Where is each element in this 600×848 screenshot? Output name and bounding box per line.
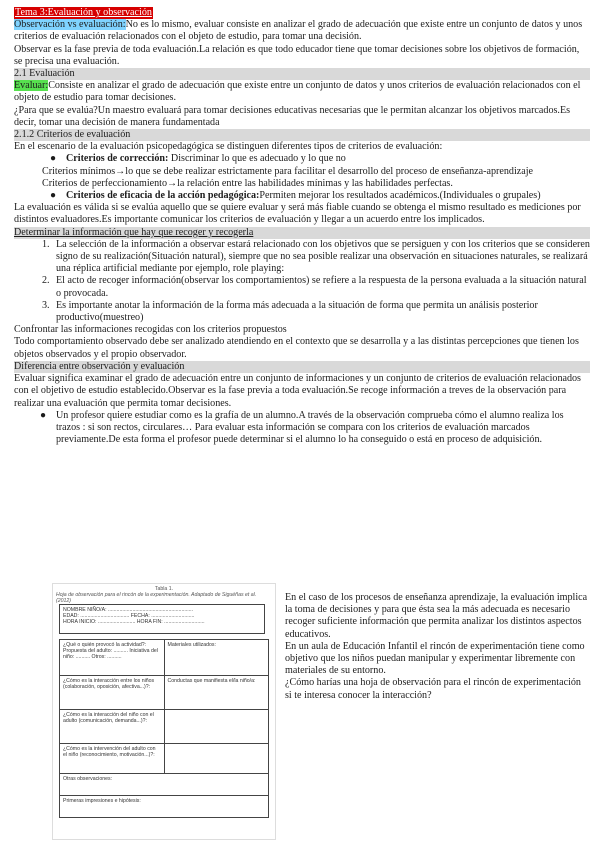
page-title: Tema 3:Evaluación y observación	[15, 7, 152, 18]
figure-table	[59, 639, 269, 818]
right-paragraph: ¿Cómo harías una hoja de observación para el rincón de experimentación si te interesa conocer la interacción?	[285, 677, 581, 701]
table-cell: ¿Cómo es la intervención del adulto con el niño (reconocimiento, motivación...)?:	[60, 744, 165, 774]
list-item	[14, 300, 590, 324]
para-que-paragraph: ¿Para que se evalúa?Un maestro evaluará para tomar decisiones educativas necesarias que le permitan alcanzar los objetivos marcados.Es decir, tomar una decisión de manera fundamentada	[14, 104, 571, 128]
figure-header-line: EDAD: .................................. FECHA: ..............................	[63, 613, 195, 620]
document-body	[14, 7, 590, 446]
intro-paragraph	[14, 19, 590, 43]
determinar-list	[14, 239, 590, 324]
diferencia-heading: Diferencia entre observación y evaluación	[14, 361, 590, 373]
determinar-heading: Determinar la información que hay que recoger y recogerla	[14, 227, 590, 239]
figure-header-line: HORA INICIO: .......................... HORA FIN: ............................	[63, 619, 205, 626]
criterios-intro: En el escenario de la evaluación psicopedagógica se distinguen diferentes tipos de criterios de evaluación:	[14, 141, 443, 153]
table-row	[60, 774, 269, 796]
bullet-criterios-eficacia	[14, 190, 590, 202]
figure-header-box	[59, 604, 265, 634]
section-heading-2-1: 2.1 Evaluación	[14, 68, 590, 80]
table-cell	[164, 710, 269, 744]
bullet-dot: ●	[50, 190, 57, 202]
criterios-correccion-term: Criterios de corrección:	[66, 153, 169, 165]
criterios-minimos: Criterios mínimos→lo que se debe realizar estrictamente para facilitar el desarrollo del proceso de enseñanza-aprendizaje	[42, 165, 534, 177]
diferencia-paragraph: Evaluar significa examinar el grado de adecuación entre un conjunto de informaciones y un conjunto de criterios de evaluación relacionados con el objetivo de estudio establecido.Observar es la fase previa a toda evaluación.Se recoge información a treves de la observación para realizar una evaluación que permita tomar decisiones.	[14, 373, 581, 409]
list-item	[14, 239, 590, 276]
criterios-eficacia-text: Permiten mejorar los resultados académicos.(Individuales o grupales)	[259, 190, 541, 202]
validez-paragraph: La evaluación es válida si se evalúa aquello que se quiere evaluar y será más fiable cuando se obtenga el mismo resultado es mediciones por distintos evaluadores.Es importante comunicar los criterios de evaluación y llegar a un acuerdo entre los implicados.	[14, 202, 581, 226]
list-item-text: La selección de la información a observar estará relacionado con los objetivos que se persiguen y con los criterios que se consideren signo de su realización(Situación natural), siempre que no sea posible realizar una observación en situaciones naturales, se realizará una réplica artificial mediante por ejemplo, role playing:	[56, 238, 590, 275]
section-heading-2-1-2: 2.1.2 Criterios de evaluación	[14, 129, 590, 141]
table-row	[60, 676, 269, 710]
table-cell: ¿Cómo es la interacción entre los niños (colaboración, oposición, afectiva...)?:	[60, 676, 165, 710]
right-paragraph: En el caso de los procesos de enseñanza aprendizaje, la evaluación implica la toma de decisiones y para que ésta sea la más adecuada es necesario recoger suficiente información que permita analizar los distintos aspectos educativos.	[285, 592, 588, 640]
list-item	[14, 275, 590, 299]
table-cell	[164, 744, 269, 774]
table-cell: Primeras impresiones e hipótesis:	[60, 796, 269, 818]
right-paragraph: En un aula de Educación Infantil el rincón de experimentación tiene como objetivo que los niños puedan manipular y experimentar libremente con materiales de su entorno.	[285, 640, 585, 677]
right-column-text	[285, 592, 590, 702]
intro-paragraph-2: Observar es la fase previa de toda evaluación.La relación es que todo educador tiene que tomar decisiones sobre los objetivos de formación, se precisa una evaluación.	[14, 43, 580, 67]
table-cell: Otras observaciones:	[60, 774, 269, 796]
table-cell: Materiales utilizados:	[164, 640, 269, 676]
bullet-dot: ●	[50, 153, 57, 165]
criterios-eficacia-term: Criterios de eficacia de la acción pedagógica:	[66, 190, 260, 202]
bullet-dot: ●	[40, 409, 47, 421]
criterios-perfeccionamiento: Criterios de perfeccionamiento→la relación entre las habilidades mínimas y las habilidades perfectas.	[42, 177, 453, 189]
table-row	[60, 710, 269, 744]
figure-header-line: NOMBRE NIÑO/A: ...........................................................	[63, 607, 193, 613]
list-item-text: El acto de recoger información(observar los comportamientos) se refiere a la respuesta de la persona evaluada a la situación natural o provocada.	[56, 275, 587, 299]
intro-text: No es lo mismo, evaluar consiste en analizar el grado de adecuación que existe entre un conjunto de datos y unos criterios de evaluación relacionados con el objeto de estudio, para tomar una decisión.	[14, 19, 583, 43]
evaluar-text: Consiste en analizar el grado de adecuación que existe entre un conjunto de datos y unos criterios de evaluación relacionados con el objeto de estudio para tomar decisiones.	[14, 80, 581, 104]
table-row	[60, 796, 269, 818]
list-number: 2.	[42, 275, 50, 287]
list-item-text: Es importante anotar la información de la forma más adecuada a la situación de forma que permita un análisis posterior productivo(muestreo)	[56, 299, 538, 324]
list-number: 3.	[42, 299, 50, 311]
observation-sheet-figure	[52, 583, 276, 840]
figure-caption: Tabla 1.	[154, 586, 174, 592]
figure-subcaption: Hoja de observación para el rincón de la experimentación. Adaptado de Siguéñas et al. (2012)	[56, 592, 257, 605]
table-row	[60, 640, 269, 676]
evaluar-term: Evaluar:	[14, 80, 49, 92]
evaluar-paragraph	[14, 80, 590, 104]
list-number: 1.	[42, 238, 50, 250]
table-cell: ¿Qué o quién provocó la actividad?: Propuesta del adulto: .......... Iniciativa del niño: .......... Otros: ..........	[60, 640, 165, 676]
table-row	[60, 744, 269, 774]
todo-comportamiento-paragraph: Todo comportamiento observado debe ser analizado atendiendo en el contexto que se desarrolla y a las distintas percepciones que tienen los objetos observados y el propio observador.	[14, 336, 579, 360]
profesor-ejemplo-text: Un profesor quiere estudiar como es la grafía de un alumno.A través de la observación comprueba cómo el alumno realiza los trazos : si son rectos, circulares… Para evaluar esta información se compara con los criterios de evaluación marcados previamente.De esta forma el profesor puede determinar si el alumno lo ha conseguido o está en proceso de adquisición.	[56, 409, 564, 446]
intro-term: Observación vs evaluación:	[14, 19, 126, 31]
bullet-profesor-ejemplo	[14, 410, 590, 447]
table-cell: ¿Cómo es la interacción del niño con el adulto (comunicación, demanda...)?:	[60, 710, 165, 744]
confrontar-paragraph: Confrontar las informaciones recogidas con los criterios propuestos	[14, 324, 287, 336]
bullet-criterios-correccion	[14, 153, 590, 165]
table-cell: Conductas que manifiesta el/la niño/a:	[164, 676, 269, 710]
criterios-correccion-text: Discriminar lo que es adecuado y lo que no	[170, 153, 346, 165]
